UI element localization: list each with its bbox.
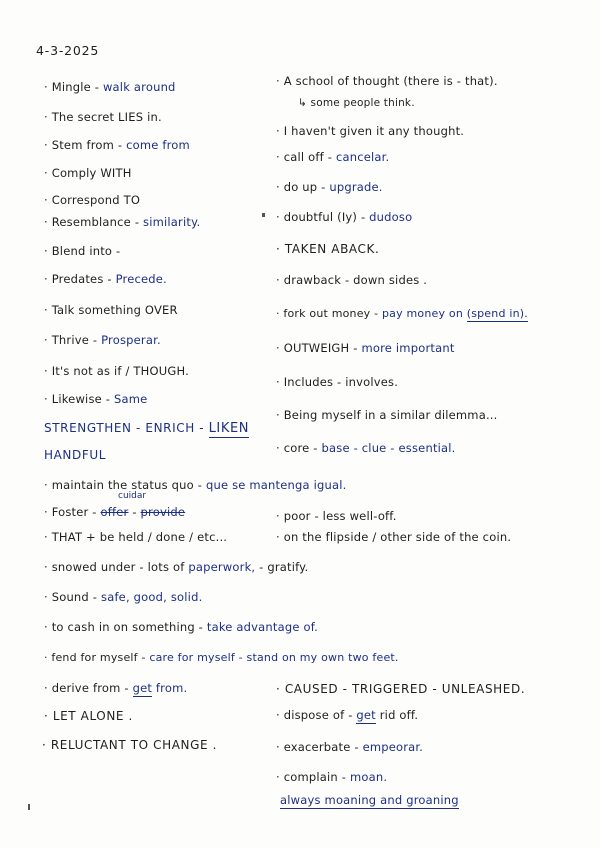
entry-fend bbox=[44, 651, 399, 665]
entry-being-myself: · Being myself in a similar dilemma... bbox=[276, 408, 498, 422]
definition: care for bbox=[149, 651, 194, 664]
entry-talk-over: · Talk something OVER bbox=[44, 303, 178, 317]
term: · Mingle - bbox=[44, 80, 100, 94]
term: · complain - bbox=[276, 770, 347, 784]
annotation-cuidar: cuidar bbox=[118, 491, 147, 501]
term: · Thrive - bbox=[44, 333, 98, 347]
definition: Same bbox=[113, 392, 148, 406]
entry-complain bbox=[276, 770, 387, 784]
entry-call-off bbox=[276, 150, 389, 164]
date: 4-3-2025 bbox=[36, 43, 100, 58]
entry-thrive bbox=[44, 333, 161, 347]
entry-stem-from bbox=[44, 138, 190, 152]
definition: stand on my own two feet. bbox=[246, 651, 399, 664]
definition: pay money on bbox=[381, 307, 463, 320]
definition: empeorar. bbox=[362, 740, 424, 754]
term: · Stem from - bbox=[44, 138, 123, 152]
entry-foster bbox=[44, 505, 185, 519]
entry-caused: · CAUSED - TRIGGERED - UNLEASHED. bbox=[276, 682, 526, 696]
entry-havent-given: · I haven't given it any thought. bbox=[276, 124, 465, 138]
definition: que se mantenga igual. bbox=[205, 478, 347, 492]
definition-tail: from. bbox=[155, 681, 188, 695]
definition: get bbox=[356, 708, 376, 722]
struck-word: offer bbox=[100, 505, 129, 519]
term: STRENGTHEN - ENRICH - bbox=[44, 421, 205, 435]
term: · exacerbate - bbox=[276, 740, 359, 754]
entry-always-moaning: always moaning and groaning bbox=[280, 793, 459, 807]
term: · to cash in on something - bbox=[44, 620, 204, 634]
entry-secret: · The secret LIES in. bbox=[44, 110, 162, 124]
trailing-note: - gratify. bbox=[259, 560, 309, 574]
definition-middle: myself - bbox=[197, 651, 243, 664]
definition: upgrade. bbox=[329, 180, 383, 194]
entry-dispose bbox=[276, 708, 418, 722]
parenthetical: (spend in). bbox=[466, 307, 528, 320]
entry-school-of-thought-note: ↳ some people think. bbox=[298, 97, 415, 109]
term: · core - bbox=[276, 441, 318, 455]
term: · snowed under - lots of bbox=[44, 560, 185, 574]
entry-do-up bbox=[276, 180, 383, 194]
entry-drawback: · drawback - down sides . bbox=[276, 273, 428, 287]
definition: Prosperar. bbox=[101, 333, 161, 347]
entry-that-be-held: · THAT + be held / done / etc... bbox=[44, 530, 228, 544]
term: · do up - bbox=[276, 180, 326, 194]
entry-derive bbox=[44, 681, 187, 695]
entry-snowed-under bbox=[44, 560, 308, 574]
term: · OUTWEIGH - bbox=[276, 341, 358, 355]
entry-school-of-thought: · A school of thought (there is - that). bbox=[276, 74, 498, 88]
entry-includes: · Includes - involves. bbox=[276, 375, 399, 389]
entry-doubtful bbox=[276, 210, 412, 224]
entry-mingle bbox=[44, 80, 176, 94]
entry-fork-out bbox=[276, 307, 528, 321]
entry-sound bbox=[44, 590, 202, 604]
term: · doubtful (Iy) - bbox=[276, 210, 366, 224]
entry-maintain bbox=[44, 478, 347, 492]
ink-mark bbox=[28, 804, 30, 810]
definition: more important bbox=[361, 341, 455, 355]
entry-exacerbate bbox=[276, 740, 423, 754]
term: · call off - bbox=[276, 150, 333, 164]
definition: take advantage of. bbox=[206, 620, 319, 634]
definition: similarity. bbox=[143, 215, 201, 229]
term: · dispose of - bbox=[276, 708, 353, 722]
entry-correspond: · Correspond TO bbox=[44, 193, 141, 207]
definition: Precede. bbox=[115, 272, 167, 286]
definition: paperwork, bbox=[188, 560, 256, 574]
term: · fork out money - bbox=[276, 307, 379, 320]
entry-cash-in bbox=[44, 620, 318, 634]
entry-comply: · Comply WITH bbox=[44, 166, 132, 180]
entry-blend: · Blend into - bbox=[44, 244, 121, 258]
ink-mark bbox=[262, 213, 265, 217]
definition: dudoso bbox=[369, 210, 413, 224]
definition: moan. bbox=[349, 770, 388, 784]
struck-word: provide bbox=[140, 505, 186, 519]
definition: LIKEN bbox=[208, 421, 250, 436]
term: · derive from - bbox=[44, 681, 129, 695]
entry-flipside: · on the flipside / other side of the coin. bbox=[276, 530, 512, 544]
definition: get bbox=[132, 681, 153, 695]
definition: base - clue - essential. bbox=[321, 441, 456, 455]
separator: - bbox=[128, 505, 141, 519]
term: · fend for myself - bbox=[44, 651, 146, 664]
entry-strengthen bbox=[44, 421, 249, 436]
entry-handful: HANDFUL bbox=[44, 448, 107, 462]
entry-taken-aback: · TAKEN ABACK. bbox=[276, 242, 380, 256]
term: · maintain the status quo - bbox=[44, 478, 203, 492]
term: · Resemblance - bbox=[44, 215, 140, 229]
term: · Likewise - bbox=[44, 392, 111, 406]
definition: walk around bbox=[102, 80, 176, 94]
entry-core bbox=[276, 441, 456, 455]
term: · Foster - bbox=[44, 505, 97, 519]
term: · Predates - bbox=[44, 272, 112, 286]
entry-outweigh bbox=[276, 341, 455, 355]
definition-tail: rid off. bbox=[379, 708, 419, 722]
entry-resemblance bbox=[44, 215, 200, 229]
term: · Sound - bbox=[44, 590, 98, 604]
definition: cancelar. bbox=[335, 150, 390, 164]
definition: safe, good, solid. bbox=[101, 590, 203, 604]
entry-likewise bbox=[44, 392, 147, 406]
entry-reluctant: · RELUCTANT TO CHANGE . bbox=[42, 738, 218, 752]
entry-let-alone: · LET ALONE . bbox=[44, 709, 133, 723]
entry-poor: · poor - less well-off. bbox=[276, 509, 397, 523]
definition: come from bbox=[126, 138, 190, 152]
entry-predates bbox=[44, 272, 167, 286]
entry-its-not-as-if: · It's not as if / THOUGH. bbox=[44, 364, 189, 378]
